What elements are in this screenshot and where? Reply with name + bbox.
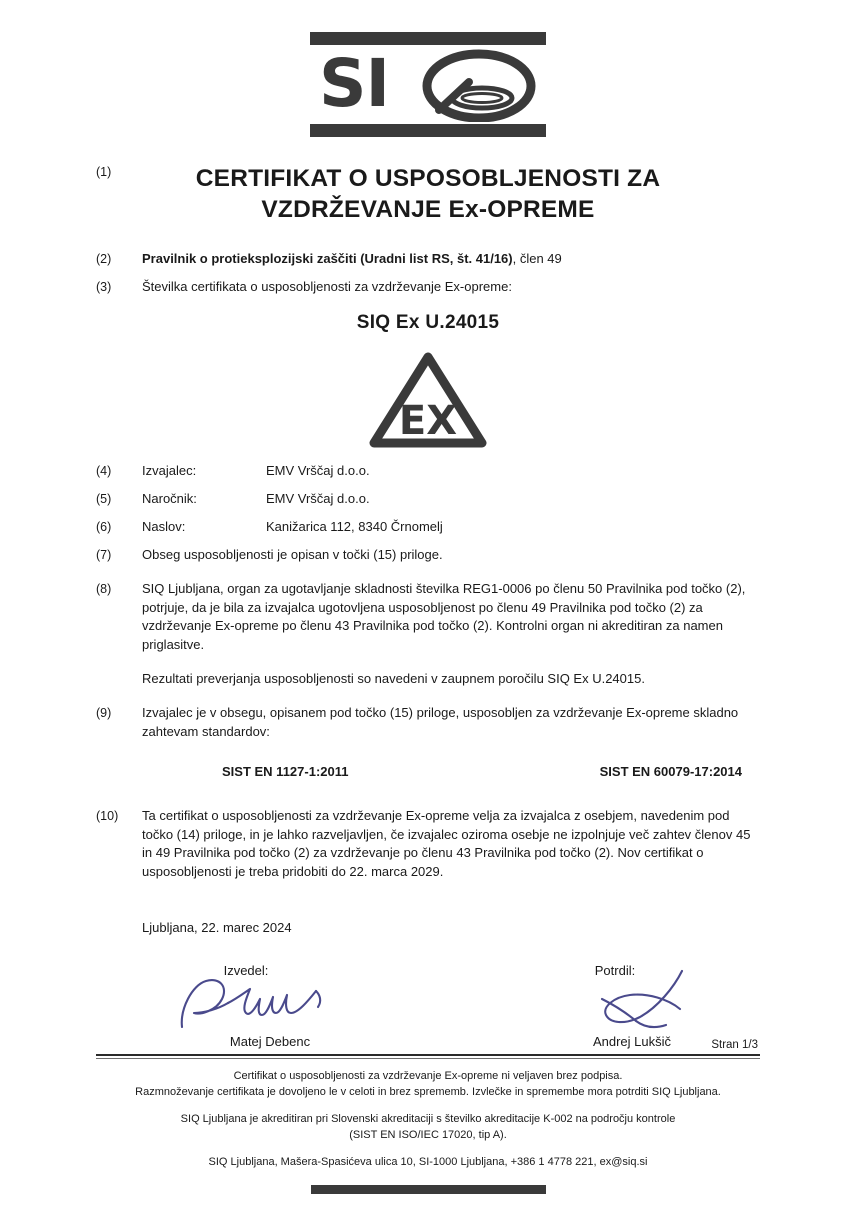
footer-text <box>96 1059 760 1171</box>
page-footer <box>96 1039 760 1210</box>
page-number: Stran 1/3 <box>711 1039 758 1052</box>
results-text: Rezultati preverjanja usposobljenosti so navedeni v zaupnem poročilu SIQ Ex U.24015. <box>142 671 645 687</box>
regulation-text <box>142 250 760 269</box>
prepared-by-name: Matej Debenc <box>229 1034 311 1050</box>
logo-bottom-bar <box>310 124 546 137</box>
footer-line-5: SIQ Ljubljana, Mašera-Spasićeva ulica 10, SI-1000 Ljubljana, +386 1 4778 221, ex@siq.si <box>208 1156 648 1169</box>
row-standards-intro <box>96 704 760 742</box>
page-title <box>96 163 760 226</box>
ex-mark <box>96 352 760 448</box>
logo-top-bar <box>310 32 546 45</box>
contractor-value: EMV Vrščaj d.o.o. <box>266 463 370 479</box>
item-marker-6: (6) <box>96 520 112 535</box>
page-title-line1: CERTIFIKAT O USPOSOBLJENOSTI ZA <box>195 165 661 192</box>
row-declaration <box>96 580 760 655</box>
declaration-text: SIQ Ljubljana, organ za ugotavljanje skladnosti številka REG1-0006 po členu 50 Pravilnika pod točko (2), potrjuje, da je bila za izvajalca ugotovljena usposobljenost po členu 49 Pravilnika pod točko (2) za vzdrževanje Ex-opreme po členu 43 Pravilnika pod točko (2). Kontrolni organ ni akreditiran za namen priglasitve. <box>142 580 746 653</box>
logo-header <box>96 0 760 137</box>
siq-wordmark-icon <box>319 48 537 122</box>
row-validity <box>96 807 760 882</box>
client-label: Naročnik: <box>142 491 197 507</box>
item-marker-10: (10) <box>96 808 119 823</box>
address-label: Naslov: <box>142 519 186 535</box>
prepared-caption: Izvedel: <box>223 963 269 979</box>
item-marker-3: (3) <box>96 279 112 294</box>
contractor-label: Izvajalec: <box>142 463 197 479</box>
client-value: EMV Vrščaj d.o.o. <box>266 491 370 507</box>
signature-block-approved <box>522 963 742 1049</box>
row-client <box>96 490 760 509</box>
title-section <box>96 163 760 226</box>
row-address <box>96 518 760 537</box>
standard-right: SIST EN 60079-17:2014 <box>599 763 742 779</box>
item-marker-1: (1) <box>96 165 112 179</box>
page-title-line2: VZDRŽEVANJE Ex-OPREME <box>261 196 595 224</box>
issue-date: Ljubljana, 22. marec 2024 <box>142 920 292 936</box>
item-marker-4: (4) <box>96 464 112 479</box>
address-value: Kanižarica 112, 8340 Črnomelj <box>266 519 443 535</box>
standards-list <box>96 764 760 779</box>
regulation-article: , člen 49 <box>512 250 562 266</box>
row-regulation <box>96 250 760 269</box>
row-certificate-number <box>96 278 760 297</box>
row-contractor <box>96 462 760 481</box>
footer-line-4: (SIST EN ISO/IEC 17020, tip A). <box>349 1129 507 1142</box>
item-marker-7: (7) <box>96 547 112 562</box>
signature-block-prepared <box>160 963 380 1049</box>
svg-text:SI: SI <box>319 48 390 122</box>
row-results <box>96 670 760 689</box>
scope-text: Obseg usposobljenosti je opisan v točki (15) priloge. <box>142 546 443 562</box>
row-scope <box>96 546 760 565</box>
footer-line-3: SIQ Ljubljana je akreditiran pri Slovenski akreditaciji s številko akreditacije K-002 na področju kontrole <box>180 1113 676 1126</box>
standard-left: SIST EN 1127-1:2011 <box>222 763 349 779</box>
approved-caption: Potrdil: <box>594 963 636 979</box>
certificate-number-value: SIQ Ex U.24015 <box>356 312 500 334</box>
siq-logo <box>310 32 546 137</box>
approved-signature-icon <box>532 969 732 1037</box>
item-marker-5: (5) <box>96 492 112 507</box>
certificate-number-label: Številka certifikata o usposobljenosti za vzdrževanje Ex-opreme: <box>142 278 512 294</box>
regulation-title: Pravilnik o protieksplozijski zaščiti (Uradni list RS, št. 41/16) <box>142 250 513 266</box>
approved-by-name: Andrej Lukšič <box>592 1034 672 1050</box>
footer-bottom-bar <box>311 1185 546 1194</box>
logo-wordmark <box>310 45 546 124</box>
signature-area <box>96 963 760 1049</box>
item-marker-2: (2) <box>96 251 112 266</box>
footer-line-2: Razmnoževanje certifikata je dovoljeno le v celoti in brez sprememb. Izvlečke in spremembe mora potrditi SIQ Ljubljana. <box>135 1086 721 1099</box>
svg-text:EX: EX <box>398 398 458 445</box>
validity-text: Ta certifikat o usposobljenosti za vzdrževanje Ex-opreme velja za izvajalca z osebjem, navedenim pod točko (14) priloge, in je lahko razveljavljen, če izvajalec oziroma osebje ne izpolnjuje več zahtev členov 45 in 49 Pravilnika pod točko (2) za vzdrževanje po členu 43 Pravilnika pod točko (2). Nov certifikat o usposobljenosti je treba pridobiti do 22. marca 2029. <box>142 807 751 880</box>
footer-line-1: Certifikat o usposobljenosti za vzdrževanje Ex-opreme ni veljaven brez podpisa. <box>233 1070 623 1083</box>
item-marker-9: (9) <box>96 706 112 720</box>
standards-intro-text: Izvajalec je v obsegu, opisanem pod točko (15) priloge, usposobljen za vzdrževanje Ex-opreme skladno zahtevam standardov: <box>142 705 739 739</box>
ex-triangle-icon <box>369 352 487 448</box>
prepared-signature-icon <box>170 969 370 1031</box>
item-marker-8: (8) <box>96 581 112 596</box>
